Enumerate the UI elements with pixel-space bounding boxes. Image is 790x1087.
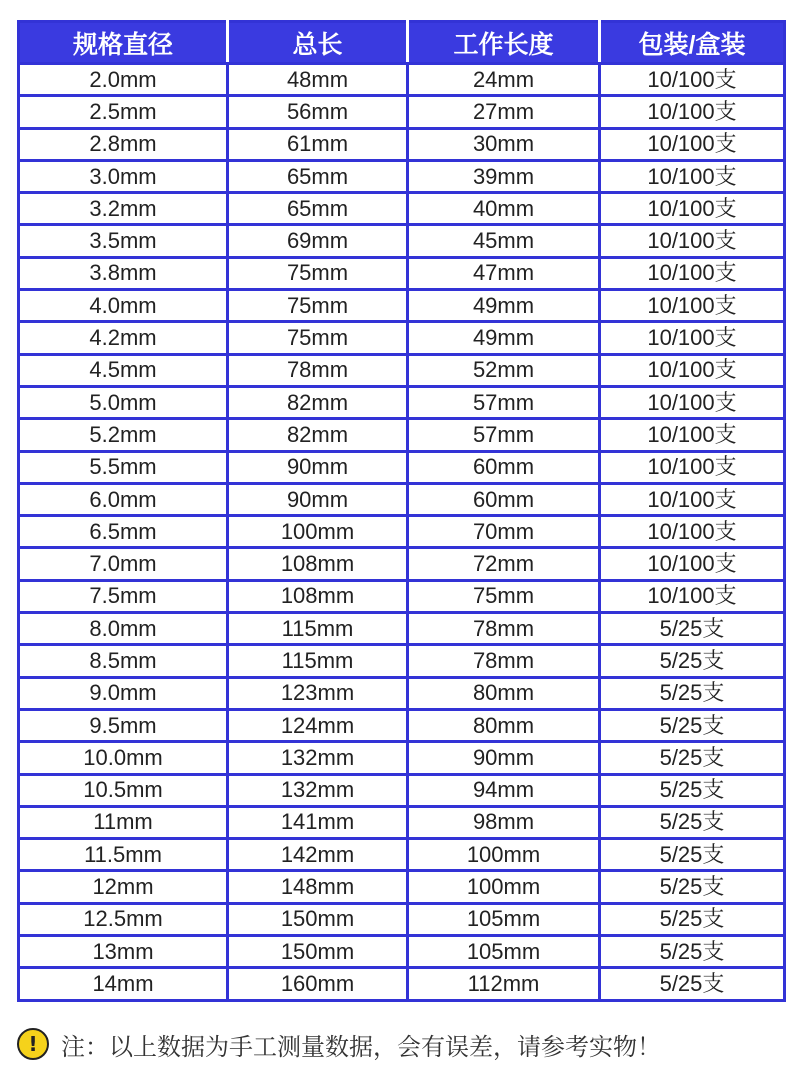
header-diameter: 规格直径 xyxy=(19,22,228,64)
cell-working-length: 78mm xyxy=(408,645,600,677)
note xyxy=(17,1026,661,1062)
table-row xyxy=(19,128,785,160)
cell-total-length: 56mm xyxy=(228,96,408,128)
cell-diameter: 3.5mm xyxy=(19,225,228,257)
table-row xyxy=(19,548,785,580)
cell-packaging: 10/100支 xyxy=(600,96,785,128)
table-body xyxy=(19,64,785,1001)
cell-total-length: 90mm xyxy=(228,483,408,515)
table-row xyxy=(19,839,785,871)
cell-total-length: 100mm xyxy=(228,516,408,548)
table-row xyxy=(19,451,785,483)
cell-diameter: 10.0mm xyxy=(19,742,228,774)
header-total-length: 总长 xyxy=(228,22,408,64)
cell-working-length: 78mm xyxy=(408,613,600,645)
cell-total-length: 160mm xyxy=(228,968,408,1000)
cell-packaging: 10/100支 xyxy=(600,225,785,257)
cell-diameter: 11.5mm xyxy=(19,839,228,871)
cell-packaging: 10/100支 xyxy=(600,322,785,354)
cell-total-length: 132mm xyxy=(228,774,408,806)
cell-packaging: 10/100支 xyxy=(600,419,785,451)
cell-diameter: 11mm xyxy=(19,806,228,838)
cell-packaging: 10/100支 xyxy=(600,160,785,192)
cell-diameter: 7.0mm xyxy=(19,548,228,580)
cell-diameter: 2.8mm xyxy=(19,128,228,160)
cell-total-length: 132mm xyxy=(228,742,408,774)
cell-working-length: 80mm xyxy=(408,677,600,709)
table-row xyxy=(19,903,785,935)
cell-total-length: 78mm xyxy=(228,354,408,386)
cell-working-length: 100mm xyxy=(408,871,600,903)
cell-diameter: 4.0mm xyxy=(19,290,228,322)
cell-diameter: 12.5mm xyxy=(19,903,228,935)
cell-total-length: 48mm xyxy=(228,64,408,96)
cell-diameter: 8.0mm xyxy=(19,613,228,645)
cell-packaging: 5/25支 xyxy=(600,968,785,1000)
cell-working-length: 39mm xyxy=(408,160,600,192)
cell-working-length: 49mm xyxy=(408,322,600,354)
cell-diameter: 6.5mm xyxy=(19,516,228,548)
table-row xyxy=(19,677,785,709)
cell-working-length: 75mm xyxy=(408,580,600,612)
table-row xyxy=(19,936,785,968)
cell-working-length: 60mm xyxy=(408,483,600,515)
cell-packaging: 10/100支 xyxy=(600,451,785,483)
cell-total-length: 141mm xyxy=(228,806,408,838)
cell-total-length: 90mm xyxy=(228,451,408,483)
cell-total-length: 82mm xyxy=(228,419,408,451)
table-row xyxy=(19,160,785,192)
table-row xyxy=(19,64,785,96)
cell-diameter: 8.5mm xyxy=(19,645,228,677)
cell-diameter: 12mm xyxy=(19,871,228,903)
table-row xyxy=(19,871,785,903)
cell-packaging: 10/100支 xyxy=(600,64,785,96)
header-working-length: 工作长度 xyxy=(408,22,600,64)
cell-total-length: 65mm xyxy=(228,160,408,192)
table-row xyxy=(19,709,785,741)
cell-diameter: 4.5mm xyxy=(19,354,228,386)
cell-packaging: 10/100支 xyxy=(600,580,785,612)
cell-diameter: 14mm xyxy=(19,968,228,1000)
table-row xyxy=(19,290,785,322)
cell-working-length: 45mm xyxy=(408,225,600,257)
cell-working-length: 70mm xyxy=(408,516,600,548)
cell-working-length: 24mm xyxy=(408,64,600,96)
cell-working-length: 112mm xyxy=(408,968,600,1000)
cell-diameter: 10.5mm xyxy=(19,774,228,806)
cell-working-length: 94mm xyxy=(408,774,600,806)
cell-packaging: 5/25支 xyxy=(600,774,785,806)
cell-working-length: 57mm xyxy=(408,419,600,451)
cell-packaging: 10/100支 xyxy=(600,386,785,418)
cell-working-length: 80mm xyxy=(408,709,600,741)
table-row xyxy=(19,225,785,257)
cell-diameter: 13mm xyxy=(19,936,228,968)
exclamation-glyph: ! xyxy=(28,1032,38,1056)
cell-working-length: 105mm xyxy=(408,936,600,968)
note-text: 注：以上数据为手工测量数据，会有误差，请参考实物！ xyxy=(61,1032,661,1061)
table-row xyxy=(19,96,785,128)
cell-total-length: 75mm xyxy=(228,290,408,322)
cell-diameter: 7.5mm xyxy=(19,580,228,612)
table-row xyxy=(19,806,785,838)
cell-total-length: 115mm xyxy=(228,645,408,677)
cell-diameter: 2.0mm xyxy=(19,64,228,96)
cell-total-length: 123mm xyxy=(228,677,408,709)
cell-diameter: 3.8mm xyxy=(19,257,228,289)
cell-packaging: 10/100支 xyxy=(600,257,785,289)
table-row xyxy=(19,386,785,418)
cell-packaging: 10/100支 xyxy=(600,128,785,160)
cell-total-length: 142mm xyxy=(228,839,408,871)
table-row xyxy=(19,968,785,1000)
exclamation-icon xyxy=(17,1028,49,1060)
cell-total-length: 75mm xyxy=(228,322,408,354)
cell-diameter: 9.5mm xyxy=(19,709,228,741)
table-row xyxy=(19,742,785,774)
table-row xyxy=(19,645,785,677)
cell-diameter: 5.0mm xyxy=(19,386,228,418)
cell-packaging: 5/25支 xyxy=(600,903,785,935)
table-row xyxy=(19,613,785,645)
cell-diameter: 5.2mm xyxy=(19,419,228,451)
cell-diameter: 3.2mm xyxy=(19,193,228,225)
cell-total-length: 148mm xyxy=(228,871,408,903)
cell-packaging: 5/25支 xyxy=(600,709,785,741)
cell-diameter: 9.0mm xyxy=(19,677,228,709)
cell-packaging: 10/100支 xyxy=(600,193,785,225)
cell-total-length: 108mm xyxy=(228,548,408,580)
table-row xyxy=(19,580,785,612)
cell-total-length: 61mm xyxy=(228,128,408,160)
cell-working-length: 40mm xyxy=(408,193,600,225)
cell-packaging: 5/25支 xyxy=(600,645,785,677)
cell-packaging: 10/100支 xyxy=(600,483,785,515)
cell-total-length: 150mm xyxy=(228,903,408,935)
cell-total-length: 108mm xyxy=(228,580,408,612)
cell-packaging: 10/100支 xyxy=(600,548,785,580)
cell-diameter: 3.0mm xyxy=(19,160,228,192)
cell-total-length: 82mm xyxy=(228,386,408,418)
cell-packaging: 5/25支 xyxy=(600,871,785,903)
cell-total-length: 124mm xyxy=(228,709,408,741)
cell-total-length: 150mm xyxy=(228,936,408,968)
cell-working-length: 60mm xyxy=(408,451,600,483)
table-row xyxy=(19,322,785,354)
cell-packaging: 5/25支 xyxy=(600,839,785,871)
cell-working-length: 98mm xyxy=(408,806,600,838)
cell-packaging: 10/100支 xyxy=(600,516,785,548)
cell-packaging: 5/25支 xyxy=(600,936,785,968)
cell-working-length: 100mm xyxy=(408,839,600,871)
cell-total-length: 69mm xyxy=(228,225,408,257)
table-row xyxy=(19,483,785,515)
table-row xyxy=(19,193,785,225)
cell-working-length: 27mm xyxy=(408,96,600,128)
cell-packaging: 10/100支 xyxy=(600,354,785,386)
table-row xyxy=(19,774,785,806)
cell-working-length: 105mm xyxy=(408,903,600,935)
header-packaging: 包装/盒装 xyxy=(600,22,785,64)
table-row xyxy=(19,257,785,289)
cell-packaging: 5/25支 xyxy=(600,742,785,774)
cell-packaging: 10/100支 xyxy=(600,290,785,322)
cell-packaging: 5/25支 xyxy=(600,806,785,838)
header-row xyxy=(19,22,785,64)
cell-working-length: 57mm xyxy=(408,386,600,418)
cell-working-length: 52mm xyxy=(408,354,600,386)
cell-working-length: 72mm xyxy=(408,548,600,580)
cell-working-length: 90mm xyxy=(408,742,600,774)
cell-working-length: 49mm xyxy=(408,290,600,322)
cell-total-length: 115mm xyxy=(228,613,408,645)
cell-diameter: 2.5mm xyxy=(19,96,228,128)
table-row xyxy=(19,516,785,548)
table-row xyxy=(19,419,785,451)
table-row xyxy=(19,354,785,386)
cell-diameter: 4.2mm xyxy=(19,322,228,354)
cell-working-length: 47mm xyxy=(408,257,600,289)
cell-total-length: 65mm xyxy=(228,193,408,225)
cell-packaging: 5/25支 xyxy=(600,677,785,709)
cell-total-length: 75mm xyxy=(228,257,408,289)
cell-diameter: 6.0mm xyxy=(19,483,228,515)
spec-table xyxy=(17,20,786,1002)
cell-diameter: 5.5mm xyxy=(19,451,228,483)
cell-working-length: 30mm xyxy=(408,128,600,160)
cell-packaging: 5/25支 xyxy=(600,613,785,645)
